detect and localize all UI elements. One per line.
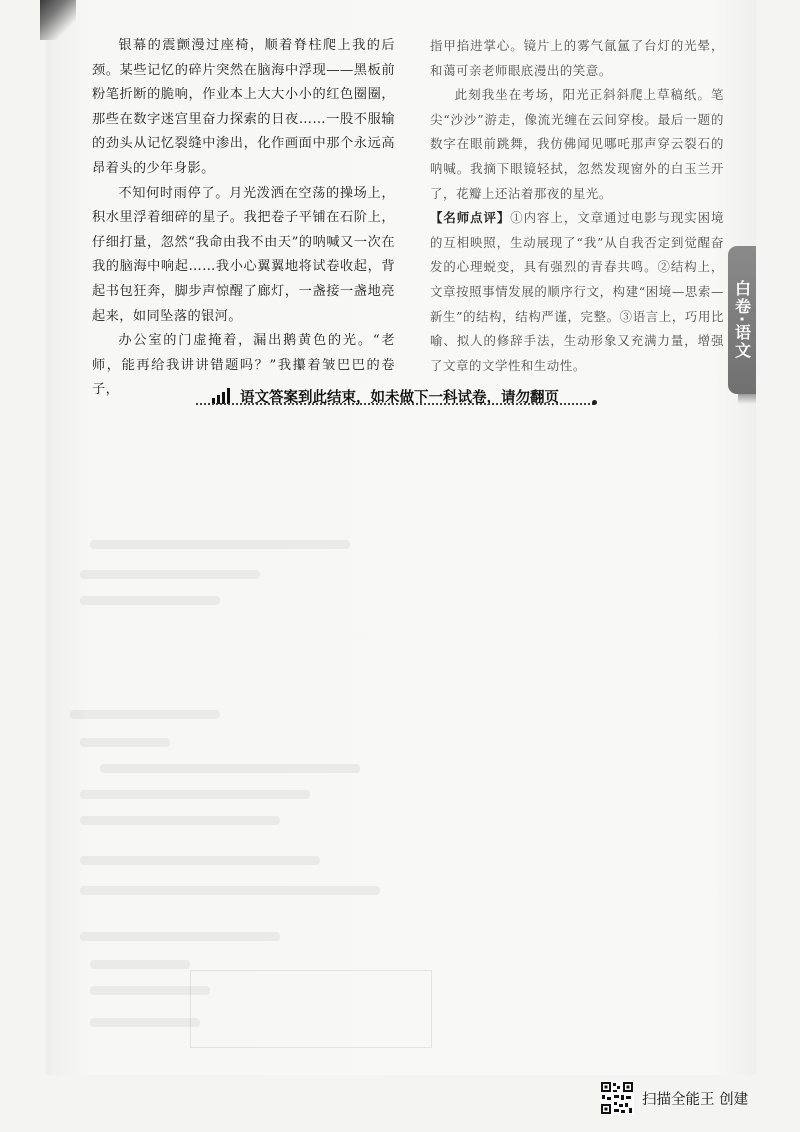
paragraph-1: 银幕的震颤漫过座椅，顺着脊柱爬上我的后颈。某些记忆的碎片突然在脑海中浮现——黑板前粉笔折断的脆响，作业本上大大小小的红色圈圈，那些在数字迷宫里奋力探索的日夜……一股不服输的劲头从记忆裂缝中渗出，化作画面中那个永远高昂着头的少年身影。 xyxy=(92,38,395,176)
side-tab-shadow xyxy=(738,394,756,404)
bleed-through-ghost-text xyxy=(60,420,460,1060)
teacher-review xyxy=(430,206,724,378)
side-tab-label: 白卷·语文 xyxy=(732,279,752,361)
scanner-watermark xyxy=(600,1080,748,1116)
subject-side-tab xyxy=(728,246,756,394)
right-text-column xyxy=(430,34,724,378)
bleed-through-diagram xyxy=(190,970,432,1048)
paragraph-3: 办公室的门虚掩着，漏出鹅黄色的光。“老师，能再给我讲讲错题吗？”我攥着皱巴巴的卷子， xyxy=(92,333,395,398)
page-corner-shadow xyxy=(40,0,76,40)
paragraph-4: 此刻我坐在考场，阳光正斜斜爬上草稿纸。笔尖“沙沙”游走，像流光缠在云间穿梭。最后一题的数字在眼前跳舞，我仿佛闻见哪吒那声穿云裂石的呐喊。我摘下眼镜轻拭，忽然发现窗外的白玉兰开了，花瓣上还沾着那夜的星光。 xyxy=(430,87,724,201)
end-banner-text: 语文答案到此结束，如未做下一科试卷，请勿翻页 xyxy=(240,390,559,406)
dotted-divider xyxy=(196,403,594,405)
review-text: ①内容上，文章通过电影与现实困境的互相映照，生动展现了“我”从自我否定到觉醒奋发的心理蜕变，具有强烈的青春共鸣。②结构上，文章按照事情发展的顺序行文，构建“困境—思索—新生”的结构，结构严谨，完整。③语言上，巧用比喻、拟人的修辞手法，生动形象又充满力量，增强了文章的文学性和生动性。 xyxy=(430,210,724,373)
left-text-column xyxy=(92,34,395,403)
signal-bars-icon xyxy=(212,388,234,404)
qr-code-icon xyxy=(600,1081,634,1115)
paragraph-2: 不知何时雨停了。月光泼洒在空荡的操场上，积水里浮着细碎的星子。我把卷子平铺在石阶上，仔细打量，忽然“我命由我不由天”的呐喊又一次在我的脑海中响起……我小心翼翼地将试卷收起，背起书包狂奔，脚步声惊醒了廊灯，一盏接一盏地亮起来，如同坠落的银河。 xyxy=(92,185,395,324)
scanner-watermark-label: 扫描全能王 创建 xyxy=(642,1091,749,1108)
review-tag: 【名师点评】 xyxy=(430,210,511,226)
paragraph-continuation: 指甲掐进掌心。镜片上的雾气氤氲了台灯的光晕，和蔼可亲老师眼底漫出的笑意。 xyxy=(430,38,724,78)
divider-end-dot xyxy=(592,400,597,405)
